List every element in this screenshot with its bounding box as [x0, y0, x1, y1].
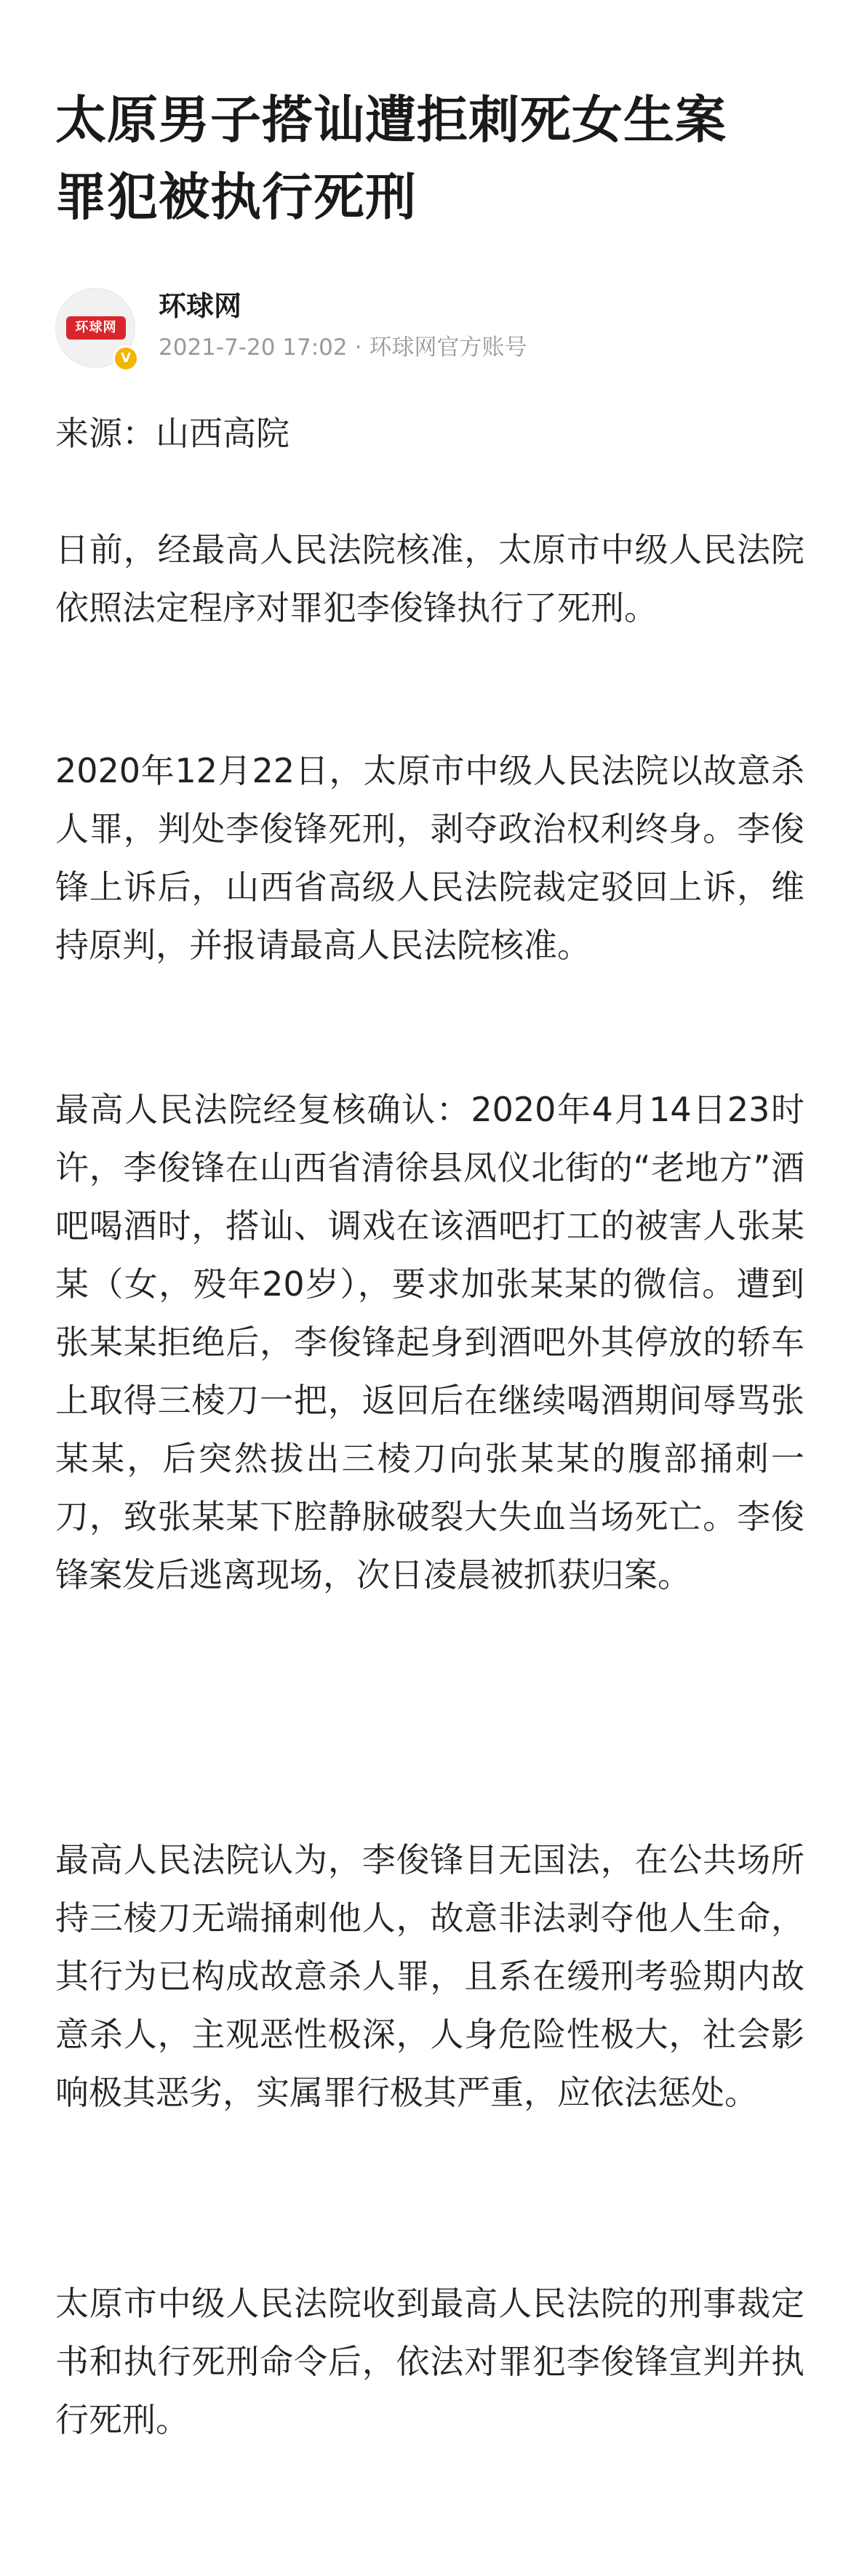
author-name[interactable]: 环球网: [159, 290, 242, 322]
avatar[interactable]: [55, 288, 135, 368]
paragraph-1: 日前，经最高人民法院核准，太原市中级人民法院依照法定程序对罪犯李俊锋执行了死刑。: [55, 530, 804, 627]
publish-date: 2021-7-20 17:02: [159, 334, 348, 361]
meta-separator: ·: [354, 334, 362, 361]
article-title: 太原男子搭讪遭拒刺死女生案 罪犯被执行死刑: [55, 90, 727, 227]
publisher-logo: 环球网: [66, 316, 126, 340]
author-row[interactable]: [55, 284, 804, 371]
paragraph-3: 最高人民法院经复核确认：2020年4月14日23时许，李俊锋在山西省清徐县凤仪北街的“老地方”酒吧喝酒时，搭讪、调戏在该酒吧打工的被害人张某某（女，殁年20岁），要求加张某某的微信。遭到张某某拒绝后，李俊锋起身到酒吧外其停放的轿车上取得三棱刀一把，返回后在继续喝酒期间辱骂张某某，后突然拔出三棱刀向张某某的腹部捅刺一刀，致张某某下腔静脉破裂大失血当场死亡。李俊锋案发后逃离现场，次日凌晨被抓获归案。: [55, 1090, 804, 1594]
v-badge-icon: V: [113, 345, 139, 372]
paragraph-5: 太原市中级人民法院收到最高人民法院的刑事裁定书和执行死刑命令后，依法对罪犯李俊锋宣判并执行死刑。: [55, 2284, 804, 2439]
paragraph-4: 最高人民法院认为，李俊锋目无国法，在公共场所持三棱刀无端捅刺他人，故意非法剥夺他人生命，其行为已构成故意杀人罪，且系在缓刑考验期内故意杀人，主观恶性极深，人身危险性极大，社会影响极其恶劣，实属罪行极其严重，应依法惩处。: [55, 1840, 804, 2112]
paragraph-2: 2020年12月22日，太原市中级人民法院以故意杀人罪，判处李俊锋死刑，剥夺政治权利终身。李俊锋上诉后，山西省高级人民法院裁定驳回上诉，维持原判，并报请最高人民法院核准。: [55, 751, 804, 965]
author-meta: [159, 332, 527, 364]
account-type: 环球网官方账号: [369, 334, 527, 361]
source-line: 来源：山西高院: [55, 414, 289, 453]
